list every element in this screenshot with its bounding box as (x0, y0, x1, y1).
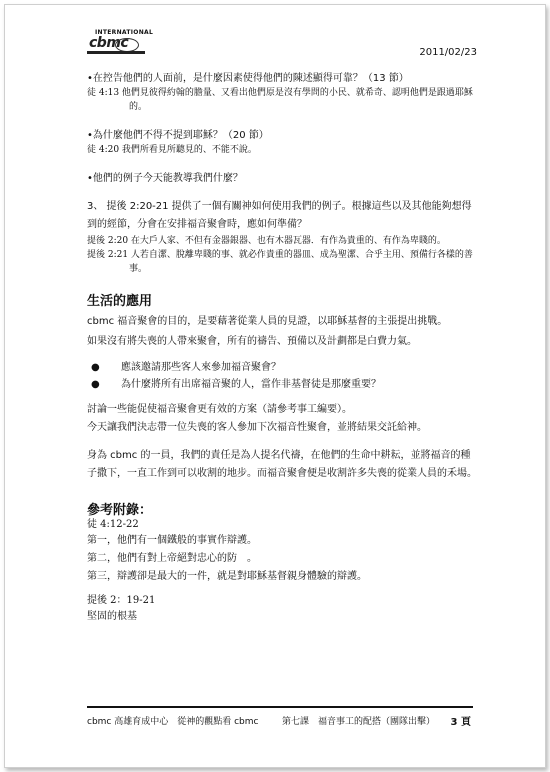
application-p4: 今天讓我們決志帶一位失喪的客人參加下次福音性聚會，並將結果交託給神。 (87, 422, 427, 433)
question-1: •在控告他們的人面前，是什麼因素使得他們的陳述顯得可靠？（13 節） (87, 73, 409, 84)
footer-left: cbmc 高雄育成中心 從神的觀點看 cbmc (87, 717, 259, 727)
application-p2: 如果沒有將失喪的人帶來聚會，所有的禱告、預備以及計劃都是白費力氣。 (87, 336, 417, 347)
appendix-line: 第二，他們有對上帝絕對忠心的防 。 (87, 553, 257, 564)
list-item (87, 359, 477, 376)
appendix-ref-1: 徒 4:12-22 (87, 519, 139, 530)
application-p1: cbmc 福音聚會的目的，是要藉著從業人員的見證，以耶穌基督的主張提出挑戰。 (87, 316, 448, 327)
question-3: •他們的例子今天能教導我們什麼？ (87, 173, 243, 184)
application-p5: 身為 cbmc 的一員，我們的責任是為人提名代禱，在他們的生命中耕耘，並將福音的種子撒下，一直工作到可以收割的地步。而福音聚會便是收割許多失喪的從業人員的禾場。 (87, 450, 477, 479)
bullet-text: 應該邀請那些客人來參加福音聚會？ (121, 362, 281, 373)
logo-text: cbmc (89, 35, 129, 51)
globe-icon (115, 38, 139, 52)
cbmc-logo (87, 29, 154, 57)
logo-subtext: INTERNATIONAL (95, 29, 154, 36)
list-item (87, 376, 477, 393)
verse-2tim-2-20: 提後 2:20 在大戶人家、不但有金器銀器、也有木器瓦器．有作為貴重的、有作為卑賤的。 (87, 236, 446, 246)
page-footer (87, 706, 473, 728)
bullet-icon: ● (91, 362, 100, 373)
verse-2tim-2-21: 提後 2:21 人若自潔、脫離卑賤的事、就必作貴重的器皿、成為聖潔、合乎主用、預備行各樣的善事。 (87, 250, 473, 274)
point-3-text: 3、 提後 2:20-21 提供了一個有關神如何使用我們的例子。根據這些以及其他能夠想得到的經節，分會在安排福音聚會時，應如何準備？ (87, 201, 472, 230)
appendix-last: 堅固的根基 (87, 611, 137, 622)
appendix-heading: 參考附錄： (87, 503, 153, 518)
verse-acts-4-20: 徒 4:20 我們所看見所聽見的、不能不說。 (87, 145, 257, 155)
bullet-text: 為什麼將所有出席福音聚的人，當作非基督徒是那麼重要？ (121, 379, 381, 390)
appendix-line: 第一，他們有一個鐵般的事實作辯護。 (87, 535, 257, 546)
main-content (87, 71, 477, 626)
page-number: 3 頁 (450, 717, 471, 728)
bullet-icon: ● (91, 379, 100, 390)
application-heading: 生活的應用 (87, 294, 153, 309)
application-p3: 討論一些能促使福音聚會更有效的方案（請參考事工編要）。 (87, 404, 352, 415)
appendix-ref-2: 提後 2：19-21 (87, 595, 156, 606)
header-date: 2011/02/23 (419, 47, 477, 58)
appendix-line: 第三，辯護卻是最大的一件，就是對耶穌基督親身體驗的辯護。 (87, 571, 367, 582)
footer-right: 第七課 福音事工的配搭（團隊出擊） (281, 717, 435, 727)
logo-bar (87, 51, 145, 54)
verse-acts-4-13: 徒 4:13 他們見彼得約翰的膽量、又看出他們原是沒有學問的小民、就希奇、認明他們是跟過耶穌的。 (87, 88, 473, 112)
question-2: •為什麼他們不得不提到耶穌？（20 節） (87, 130, 269, 141)
document-page (4, 4, 546, 768)
